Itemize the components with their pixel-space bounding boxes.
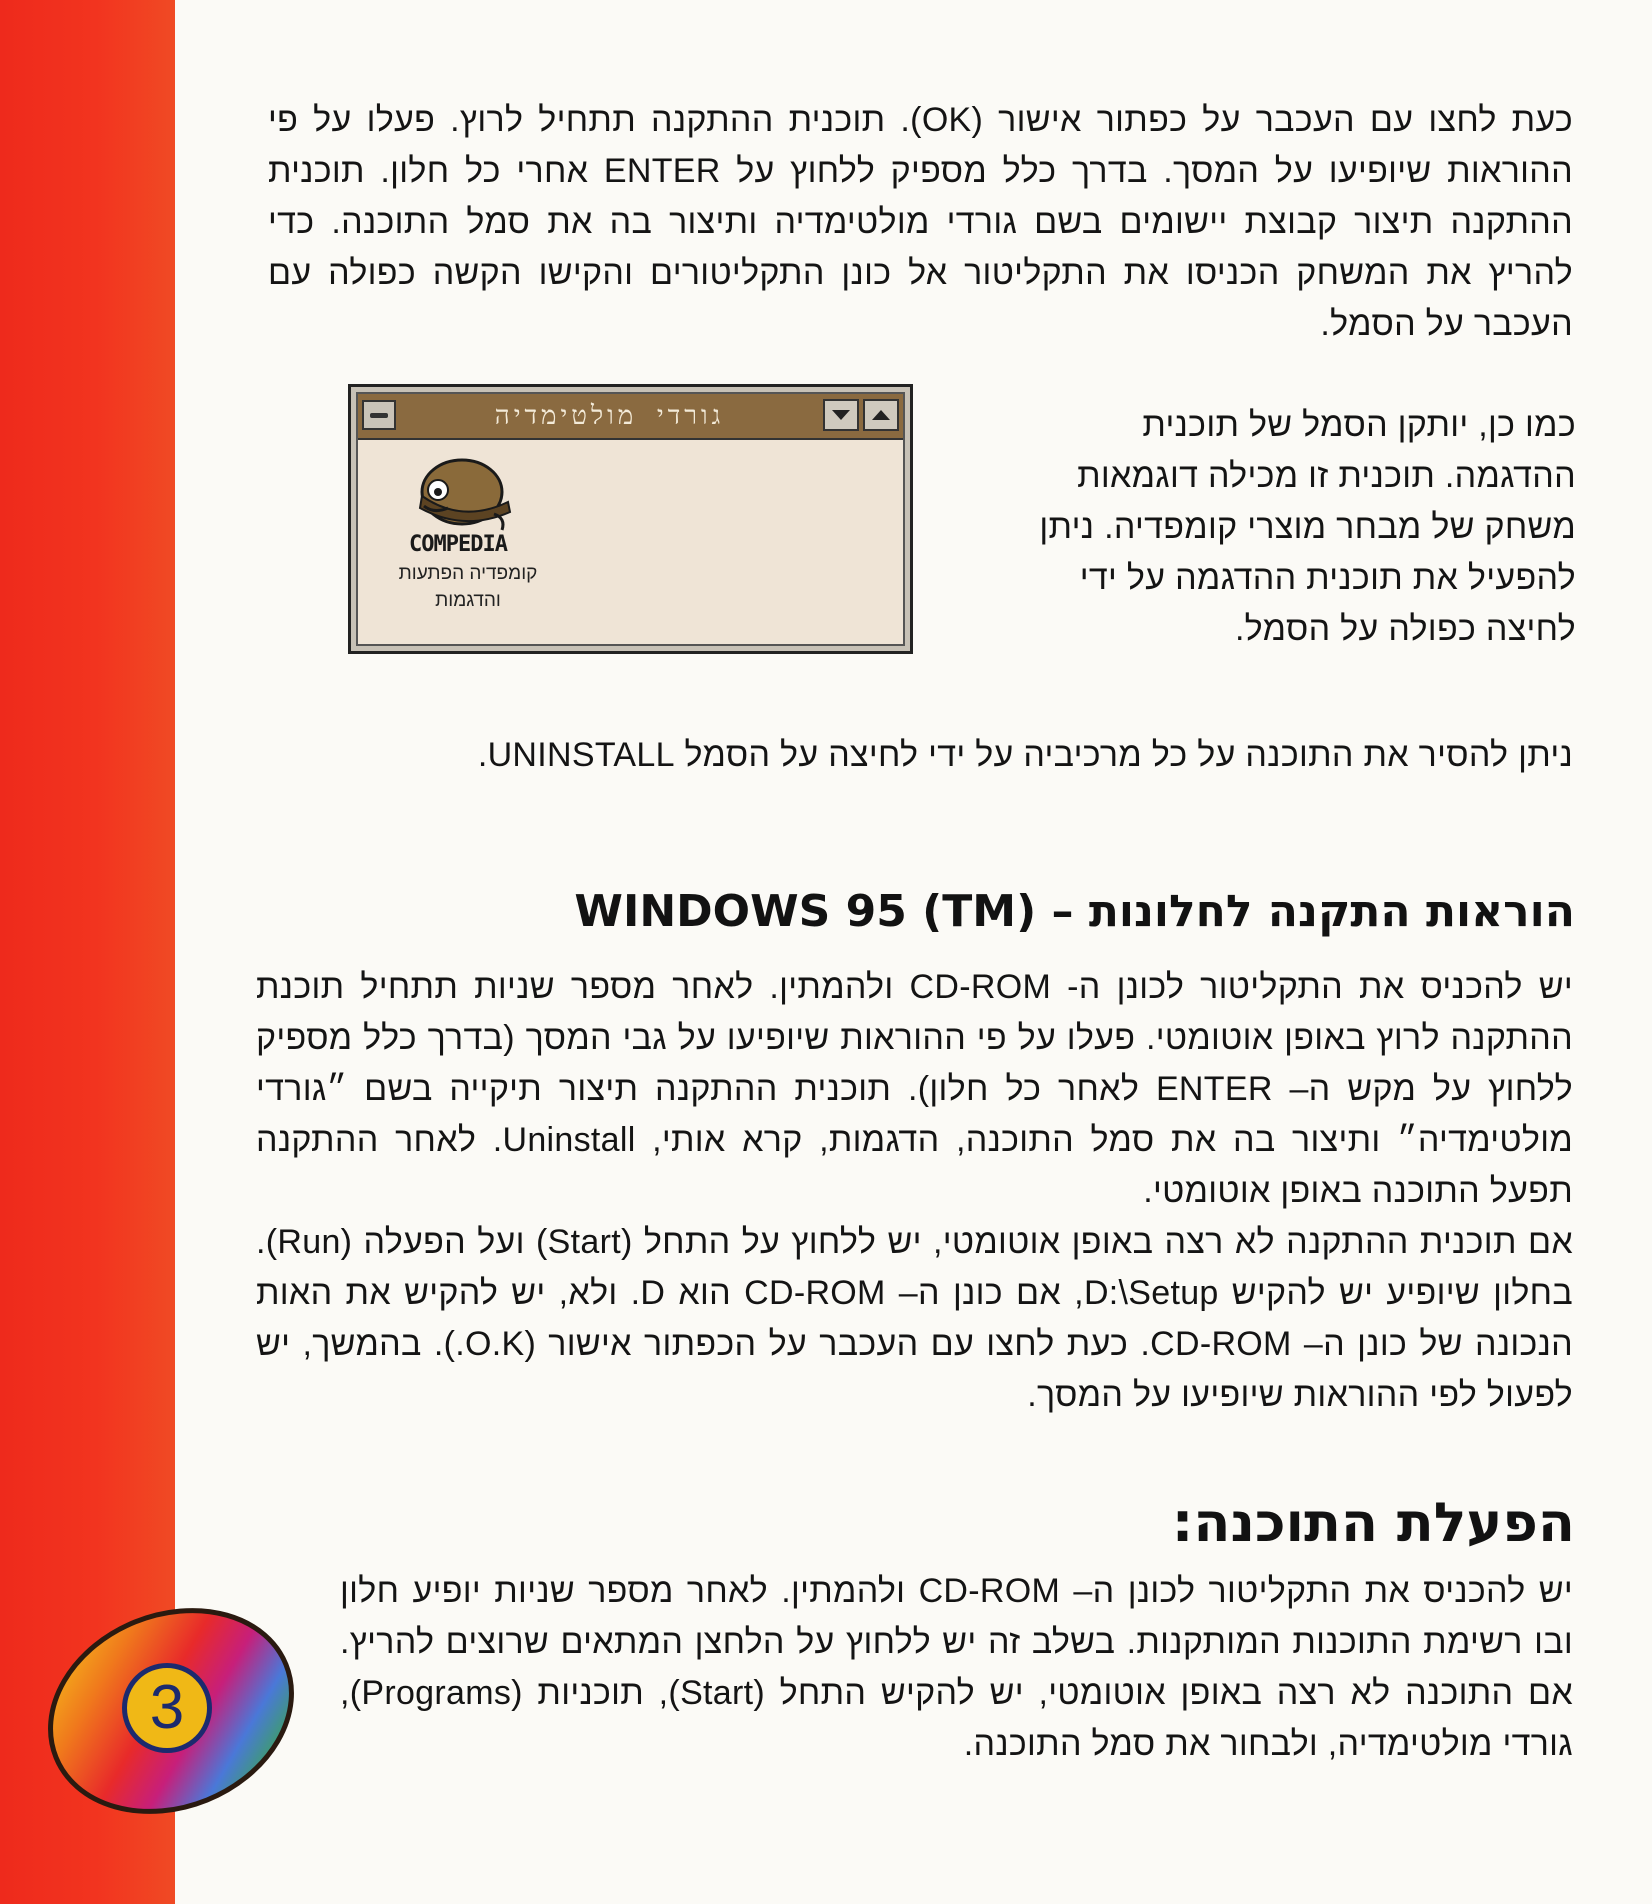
install-win95-paragraphs	[256, 962, 1573, 1421]
program-group-window-frame	[356, 392, 905, 646]
demo-text: כמו כן, יותקן הסמל של תוכנית ההדגמה. תוכנית זו מכילה דוגמאות משחק של מבחר מוצרי קומפדיה. ניתן להפעיל את תוכנית ההדגמה על ידי לחיצה כפולה על הסמל.	[1039, 406, 1576, 648]
arrow-down-icon	[832, 410, 850, 420]
win95-section-heading: הוראות התקנה לחלונות – WINDOWS 95 (TM)	[574, 886, 1575, 937]
program-group-window[interactable]	[348, 384, 913, 654]
arrow-up-icon	[872, 410, 890, 420]
uninstall-text: ניתן להסיר את התוכנה על כל מרכיביה על ידי לחיצה על הסמל UNINSTALL.	[477, 736, 1573, 774]
maximize-button[interactable]	[863, 399, 899, 431]
page-number: 3	[122, 1663, 212, 1753]
demo-paragraph	[1024, 400, 1576, 655]
compedia-logo-text: COMPEDIA	[409, 532, 507, 557]
window-titlebar[interactable]	[358, 394, 903, 440]
minimize-button[interactable]	[823, 399, 859, 431]
compedia-helmet-icon[interactable]	[408, 452, 518, 534]
icon-caption-line-1: קומפדיה הפתעות	[398, 563, 538, 584]
install-win95-paragraph-1: יש להכניס את התקליטור לכונן ה- CD-ROM ולהמתין. לאחר מספר שניות תתחיל תוכנת ההתקנה לרוץ באופן אוטומטי. פעלו על פי ההוראות שיופיעו על גבי המסך (בדרך כלל מספיק ללחוץ על מקש ה– ENTER לאחר כל חלון). תוכנית ההתקנה תיצור תיקייה בשם ״גורדי מולטימדיה״ ותיצור בה את סמל התוכנה, הדגמות, קרא אותי, Uninstall. לאחר ההתקנה תפעל התוכנה באופן אוטומטי.	[256, 968, 1573, 1210]
system-menu-icon[interactable]	[362, 400, 396, 430]
run-program-text: יש להכניס את התקליטור לכונן ה– CD-ROM ולהמתין. לאחר מספר שניות יופיע חלון ובו רשימת התוכנות המותקנות. בשלב זה יש ללחוץ על הלחצן המתאים שרוצים להריץ. אם התוכנה לא רצה באופן אוטומטי, יש להקיש התחל (Start), תוכניות (Programs), גורדי מולטימדיה, ולבחור את סמל התוכנה.	[340, 1572, 1574, 1763]
install-win31-text: כעת לחצו עם העכבר על כפתור אישור (OK). תוכנית ההתקנה תתחיל לרוץ. פעלו על פי ההוראות שיופיעו על המסך. בדרך כלל מספיק ללחוץ על ENTER אחרי כל חלון. תוכנית ההתקנה תיצור קבוצת יישומים בשם גורדי מולטימדיה ותיצור בה את סמל התוכנה. כדי להריץ את המשחק הכניסו את התקליטור אל כונן התקליטורים והקישו הקשה כפולה עם העכבר על הסמל.	[268, 101, 1573, 343]
icon-caption-line-2: והדגמות	[435, 590, 501, 611]
install-win31-paragraph	[268, 95, 1573, 350]
install-win95-paragraph-2: אם תוכנית ההתקנה לא רצה באופן אוטומטי, יש ללחוץ על התחל (Start) ועל הפעלה (Run). בחלון שיופיע יש להקיש D:\Setup, אם כונן ה– CD-ROM הוא D. ולא, יש להקיש את האות הנכונה של כונן ה– CD-ROM. כעת לחצו עם העכבר על הכפתור אישור (O.K.). בהמשך, יש לפעול לפי ההוראות שיופיעו על המסך.	[256, 1223, 1574, 1414]
run-program-heading: הפעלת התוכנה:	[1171, 1491, 1575, 1554]
uninstall-paragraph	[330, 730, 1573, 781]
icon-caption[interactable]	[378, 560, 558, 614]
run-program-paragraph	[340, 1566, 1573, 1770]
window-title: גורדי מולטימדיה	[494, 401, 725, 431]
